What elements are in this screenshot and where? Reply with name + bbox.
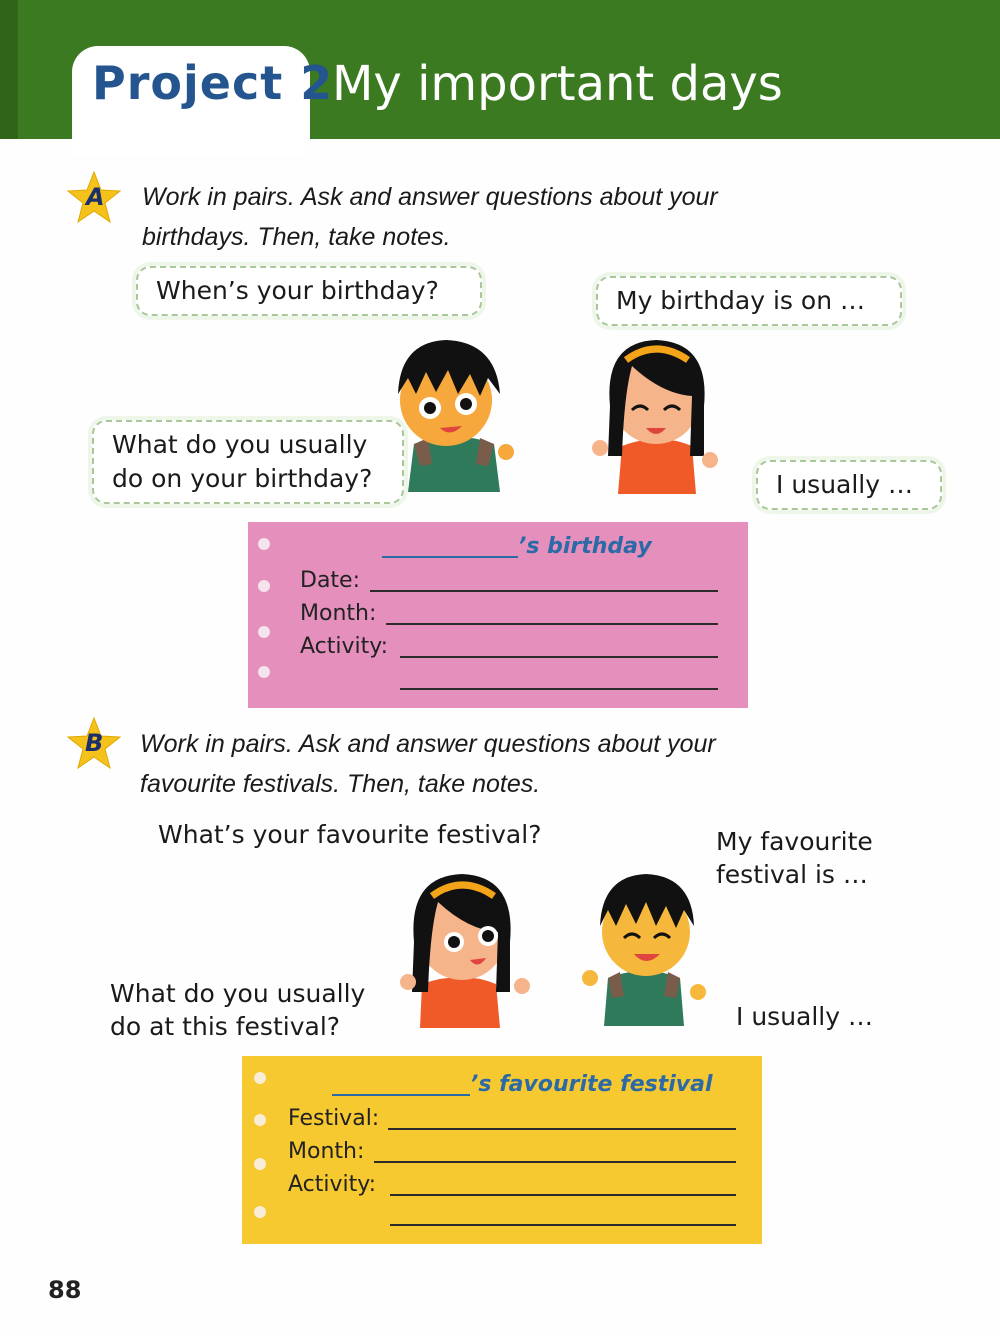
date-answer-line[interactable] [370, 590, 718, 592]
festival-question: What’s your favourite festival? [158, 820, 542, 849]
festival-note-card [242, 1056, 762, 1244]
page-number: 88 [48, 1276, 82, 1304]
festival-answer-line1: My favourite [716, 827, 873, 856]
speech-bubble-activity-answer [756, 460, 942, 510]
binder-hole [258, 580, 270, 592]
field-label-activity: Activity: [288, 1172, 377, 1197]
section-a-instruction-line2: birthdays. Then, take notes. [142, 223, 451, 251]
project-label: Project 2 [92, 56, 334, 110]
field-label-activity: Activity: [300, 634, 389, 659]
section-b-instruction-line2: favourite festivals. Then, take notes. [140, 770, 541, 798]
section-b-letter: B [85, 729, 104, 757]
festival-activity-answer: I usually … [736, 1002, 873, 1031]
boy-illustration [384, 334, 524, 494]
speech-bubble-birthday-answer [596, 276, 902, 326]
binder-hole [258, 666, 270, 678]
bubble-text: My birthday is on … [616, 286, 865, 315]
boy-illustration [580, 868, 710, 1028]
month-answer-line[interactable] [374, 1161, 736, 1163]
binder-hole [254, 1206, 266, 1218]
field-label-date: Date: [300, 568, 360, 593]
activity-answer-line-2[interactable] [400, 688, 718, 690]
binder-hole [254, 1158, 266, 1170]
festival-answer-line2: festival is … [716, 860, 868, 889]
name-blank-line[interactable] [332, 1094, 470, 1096]
birthday-note-card [248, 522, 748, 708]
note-title: ’s favourite festival [470, 1072, 713, 1097]
binder-hole [258, 626, 270, 638]
page-title: My important days [332, 56, 783, 112]
field-label-festival: Festival: [288, 1106, 380, 1131]
festival-answer-line[interactable] [388, 1128, 736, 1130]
binder-hole [254, 1114, 266, 1126]
bubble-text-line2: do on your birthday? [112, 464, 373, 493]
section-a-letter: A [86, 183, 105, 211]
bubble-text: When’s your birthday? [156, 276, 439, 305]
header-stripe [0, 0, 18, 139]
field-label-month: Month: [300, 601, 377, 626]
festival-answer [716, 825, 873, 891]
binder-hole [258, 538, 270, 550]
festival-activity-question-line1: What do you usually [110, 979, 366, 1008]
note-title: ’s birthday [518, 534, 652, 559]
activity-answer-line-2[interactable] [390, 1224, 736, 1226]
name-blank-line[interactable] [382, 556, 518, 558]
activity-answer-line[interactable] [390, 1194, 736, 1196]
speech-bubble-activity-question [92, 420, 404, 504]
festival-activity-question [110, 977, 365, 1043]
section-b-instruction-line1: Work in pairs. Ask and answer questions about your [140, 730, 716, 758]
field-label-month: Month: [288, 1139, 365, 1164]
section-a-instruction-line1: Work in pairs. Ask and answer questions about your [142, 183, 718, 211]
festival-activity-question-line2: do at this festival? [110, 1012, 341, 1041]
bubble-text-line1: What do you usually [112, 430, 368, 459]
binder-hole [254, 1072, 266, 1084]
activity-answer-line[interactable] [400, 656, 718, 658]
girl-illustration [392, 870, 532, 1030]
speech-bubble-birthday-question [136, 266, 482, 316]
bubble-text: I usually … [776, 470, 913, 499]
month-answer-line[interactable] [386, 623, 718, 625]
girl-illustration [592, 336, 722, 496]
